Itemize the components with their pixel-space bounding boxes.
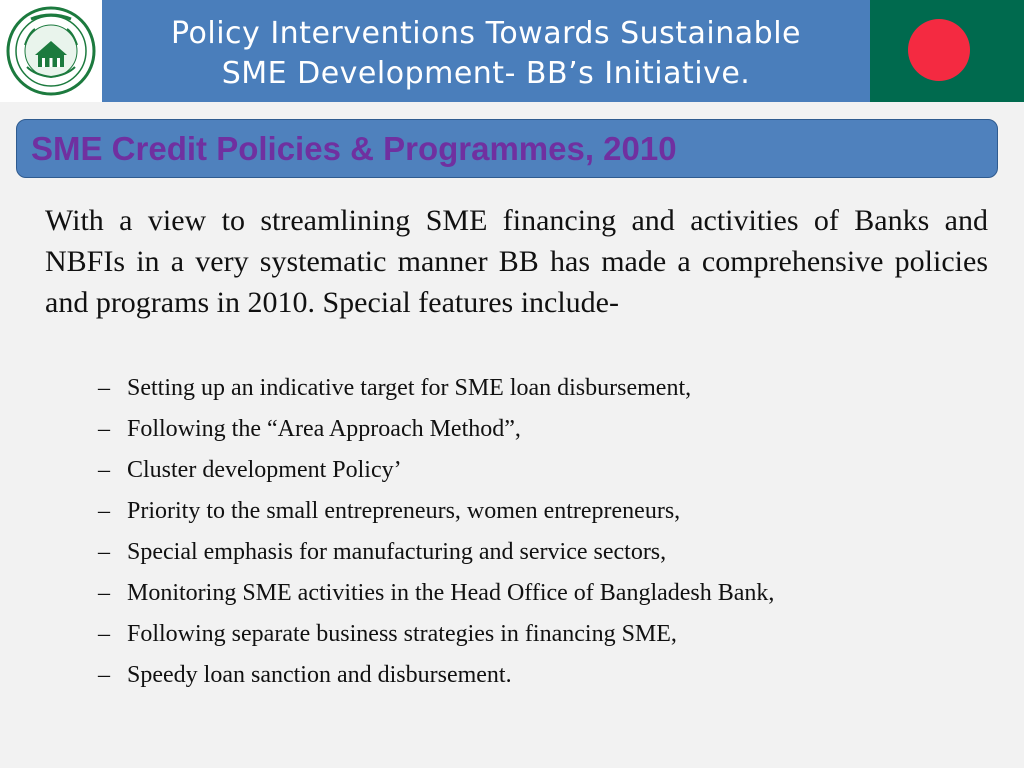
section-heading-bar xyxy=(16,119,998,178)
list-item xyxy=(98,450,978,491)
bangladesh-bank-logo-icon xyxy=(0,0,102,102)
list-item xyxy=(98,573,978,614)
feature-text: Cluster development Policy’ xyxy=(127,457,402,483)
list-item xyxy=(98,368,978,409)
feature-text: Speedy loan sanction and disbursement. xyxy=(127,662,512,688)
seal-icon xyxy=(5,5,97,97)
flag-red-disc xyxy=(908,19,970,81)
section-heading: SME Credit Policies & Programmes, 2010 xyxy=(31,130,677,167)
bullet-dash: – xyxy=(98,375,110,401)
list-item xyxy=(98,491,978,532)
title-line-1: Policy Interventions Towards Sustainable xyxy=(170,16,802,51)
bullet-dash: – xyxy=(98,498,110,524)
bullet-dash: – xyxy=(98,416,110,442)
list-item xyxy=(98,409,978,450)
list-item xyxy=(98,655,978,696)
bullet-dash: – xyxy=(98,621,110,647)
feature-text: Following separate business strategies in financing SME, xyxy=(127,621,677,647)
features-list xyxy=(98,368,978,696)
feature-text: Following the “Area Approach Method”, xyxy=(127,416,521,442)
feature-text: Special emphasis for manufacturing and service sectors, xyxy=(127,539,667,565)
list-item xyxy=(98,614,978,655)
bangladesh-flag-icon xyxy=(870,0,1024,102)
slide-header xyxy=(0,0,1024,102)
bullet-dash: – xyxy=(98,580,110,606)
intro-paragraph: With a view to streamlining SME financing and activities of Banks and NBFIs in a very systematic manner BB has made a comprehensive policies and programs in 2010. Special features include- xyxy=(45,204,988,319)
title-line-2: SME Development- BB’s Initiative. xyxy=(221,56,751,91)
bullet-dash: – xyxy=(98,539,110,565)
feature-text: Monitoring SME activities in the Head Office of Bangladesh Bank, xyxy=(127,580,775,606)
feature-text: Priority to the small entrepreneurs, women entrepreneurs, xyxy=(127,498,681,524)
slide-title xyxy=(102,14,870,94)
bullet-dash: – xyxy=(98,457,110,483)
list-item xyxy=(98,532,978,573)
feature-text: Setting up an indicative target for SME loan disbursement, xyxy=(127,375,692,401)
bullet-dash: – xyxy=(98,662,110,688)
